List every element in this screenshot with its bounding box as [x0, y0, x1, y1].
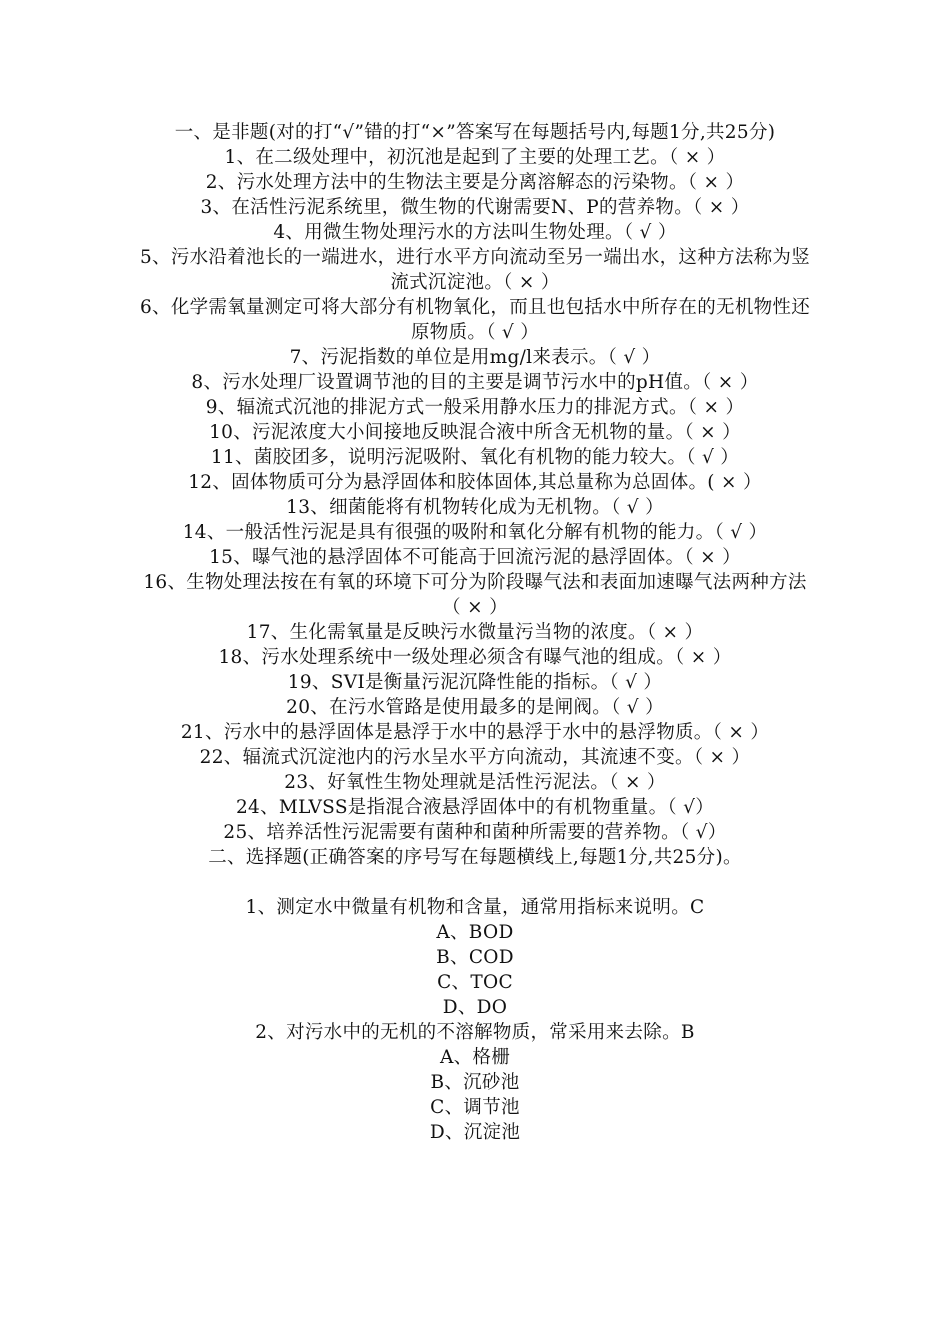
tf-item-17: 17、生化需氧量是反映污水微量污当物的浓度。（ × ） [246, 622, 704, 643]
mc-question-1-option-a: A、BOD [436, 922, 514, 943]
tf-item-12: 12、固体物质可分为悬浮固体和胶体固体,其总量称为总固体。( × ） [188, 472, 762, 493]
mc-question-2-option-a: A、格栅 [439, 1047, 511, 1068]
mc-question-2-option-d: D、沉淀池 [429, 1122, 521, 1143]
mc-question-1-option-d: D、DO [442, 997, 508, 1018]
tf-item-16: 16、生物处理法按在有氧的环境下可分为阶段曝气法和表面加速曝气法两种方法（ × ） [143, 572, 807, 618]
tf-item-10: 10、污泥浓度大小间接地反映混合液中所含无机物的量。（ × ） [209, 422, 741, 443]
tf-item-20: 20、在污水管路是使用最多的是闸阀。（ √ ） [286, 697, 664, 718]
tf-item-21: 21、污水中的悬浮固体是悬浮于水中的悬浮于水中的悬浮物质。（ × ） [180, 722, 770, 743]
mc-question-2-option-b: B、沉砂池 [430, 1072, 520, 1093]
tf-item-4: 4、用微生物处理污水的方法叫生物处理。（ √ ） [273, 222, 677, 243]
tf-item-3: 3、在活性污泥系统里，微生物的代谢需要N、P的营养物。（ × ） [200, 197, 750, 218]
tf-item-24: 24、MLVSS是指混合液悬浮固体中的有机物重量。（ √） [235, 797, 715, 818]
tf-item-8: 8、污水处理厂设置调节池的目的主要是调节污水中的pH值。（ × ） [191, 372, 759, 393]
tf-item-5: 5、污水沿着池长的一端进水，进行水平方向流动至另一端出水，这种方法称为竖流式沉淀池。（ × ） [139, 247, 811, 293]
mc-question-1-option-c: C、TOC [437, 972, 513, 993]
mc-question-2-option-c: C、调节池 [430, 1097, 520, 1118]
tf-item-18: 18、污水处理系统中一级处理必须含有曝气池的组成。（ × ） [218, 647, 732, 668]
tf-item-13: 13、细菌能将有机物转化成为无机物。（ √ ） [286, 497, 664, 518]
mc-question-1: 1、测定水中微量有机物和含量，通常用指标来说明。C [245, 897, 705, 918]
tf-item-2: 2、污水处理方法中的生物法主要是分离溶解态的污染物。（ × ） [205, 172, 745, 193]
tf-item-6: 6、化学需氧量测定可将大部分有机物氧化，而且也包括水中所存在的无机物性还原物质。（ √ ） [139, 297, 811, 343]
tf-item-14: 14、一般活性污泥是具有很强的吸附和氧化分解有机物的能力。（ √ ） [182, 522, 768, 543]
tf-item-22: 22、辐流式沉淀池内的污水呈水平方向流动，其流速不变。（ × ） [199, 747, 751, 768]
tf-item-15: 15、曝气池的悬浮固体不可能高于回流污泥的悬浮固体。（ × ） [209, 547, 741, 568]
tf-item-19: 19、SVI是衡量污泥沉降性能的指标。（ √ ） [287, 672, 663, 693]
section-2-title: 二、选择题(正确答案的序号写在每题横线上,每题1分,共25分)。 [208, 847, 742, 868]
document-body [135, 120, 815, 1145]
tf-item-9: 9、辐流式沉池的排泥方式一般采用静水压力的排泥方式。（ × ） [205, 397, 745, 418]
tf-item-1: 1、在二级处理中，初沉池是起到了主要的处理工艺。（ × ） [224, 147, 726, 168]
tf-item-11: 11、菌胶团多，说明污泥吸附、氧化有机物的能力较大。（ √ ） [210, 447, 740, 468]
mc-question-2: 2、对污水中的无机的不溶解物质，常采用来去除。B [255, 1022, 695, 1043]
section-1-title: 一、是非题(对的打“√”错的打“×”答案写在每题括号内,每题1分,共25分) [174, 122, 776, 143]
tf-item-25: 25、培养活性污泥需要有菌种和菌种所需要的营养物。（ √） [223, 822, 727, 843]
mc-question-1-option-b: B、COD [436, 947, 514, 968]
blank-line [135, 870, 815, 895]
tf-item-7: 7、污泥指数的单位是用mg/l来表示。（ √ ） [289, 347, 661, 368]
tf-item-23: 23、好氧性生物处理就是活性污泥法。（ × ） [284, 772, 666, 793]
